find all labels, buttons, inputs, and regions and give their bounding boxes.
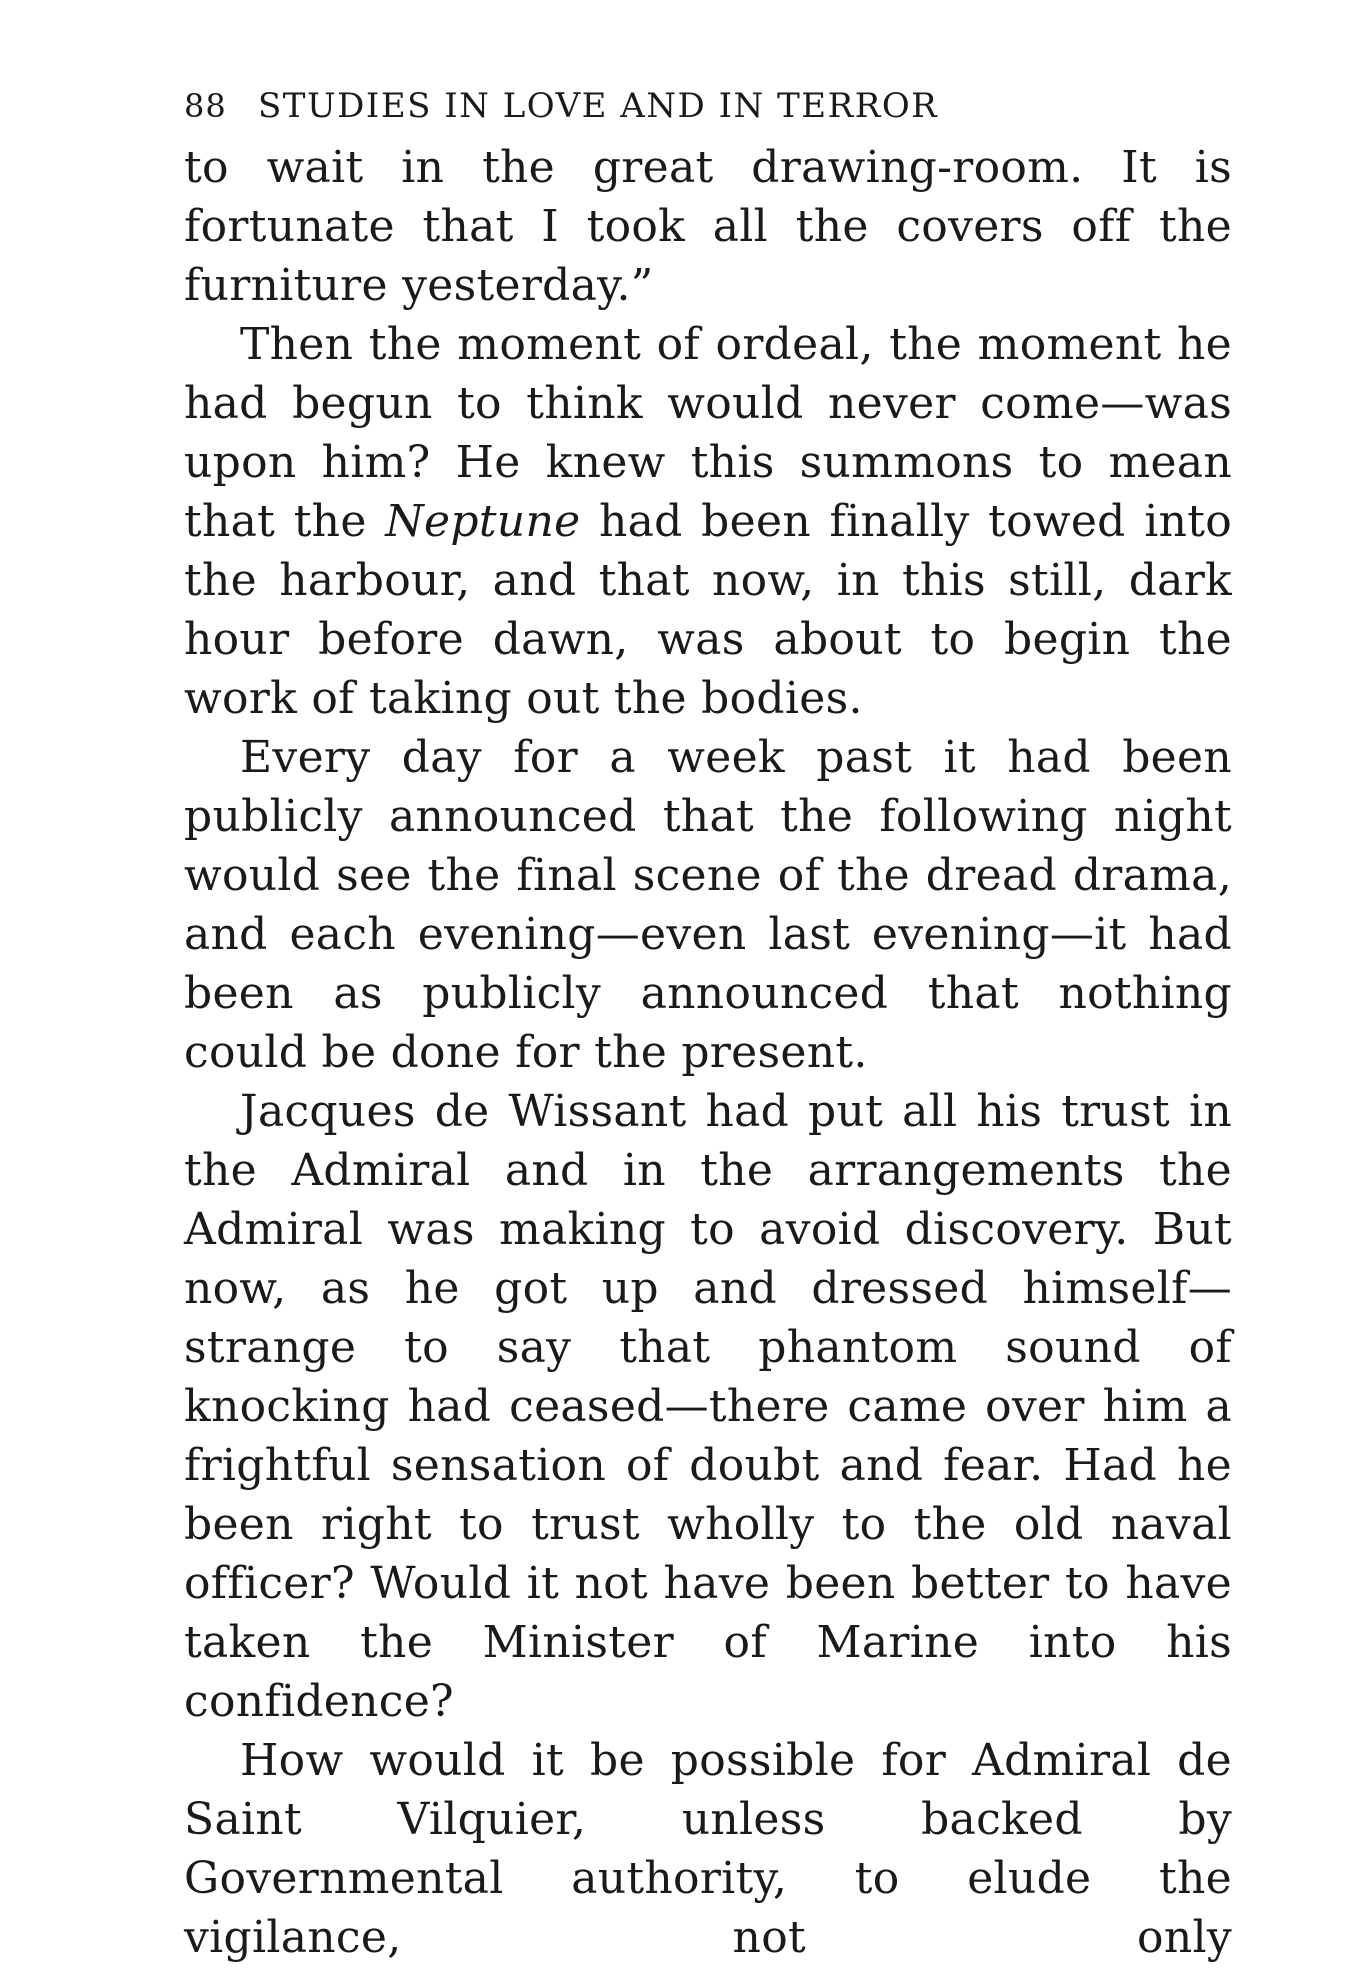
paragraph-3: Every day for a week past it had been publicly announced that the following night would see the final scene of the dread drama, and each evening—even last evening—it had been as publicly announced that nothing could be done for the present. <box>184 732 1232 1078</box>
paragraph-2 <box>184 315 1232 728</box>
paragraph-2-text-a: Then the moment of ordeal, the moment he had begun to think would never come—was upon him? He knew this summons to mean that the <box>184 319 1232 547</box>
paragraph-4: Jacques de Wissant had put all his trust in the Admiral and in the arrangements the Admiral was making to avoid discovery. But now, as he got up and dressed himself—strange to say that phantom sound of knocking had ceased—there came over him a frightful sensation of doubt and fear. Had he been right to trust wholly to the old naval officer? Would it not have been better to have taken the Minister of Marine into his confidence? <box>184 1086 1232 1727</box>
body-text <box>184 138 1232 1967</box>
book-page <box>184 80 1232 1967</box>
ship-name-neptune: Neptune <box>385 496 581 547</box>
paragraph-1: to wait in the great drawing-room. It is fortunate that I took all the covers off the furniture yesterday.” <box>184 142 1232 311</box>
paragraph-5: How would it be possible for Admiral de Saint Vilquier, unless backed by Governmental authority, to elude the vigilance, not only <box>184 1735 1232 1963</box>
running-head <box>184 80 1232 132</box>
page-number: 88 <box>184 87 227 125</box>
running-title: STUDIES IN LOVE AND IN TERROR <box>258 86 939 126</box>
paragraph-2-text-b: had been finally towed into the harbour, and that now, in this still, dark hour before dawn, was about to begin the work of taking out the bodies. <box>184 496 1232 724</box>
